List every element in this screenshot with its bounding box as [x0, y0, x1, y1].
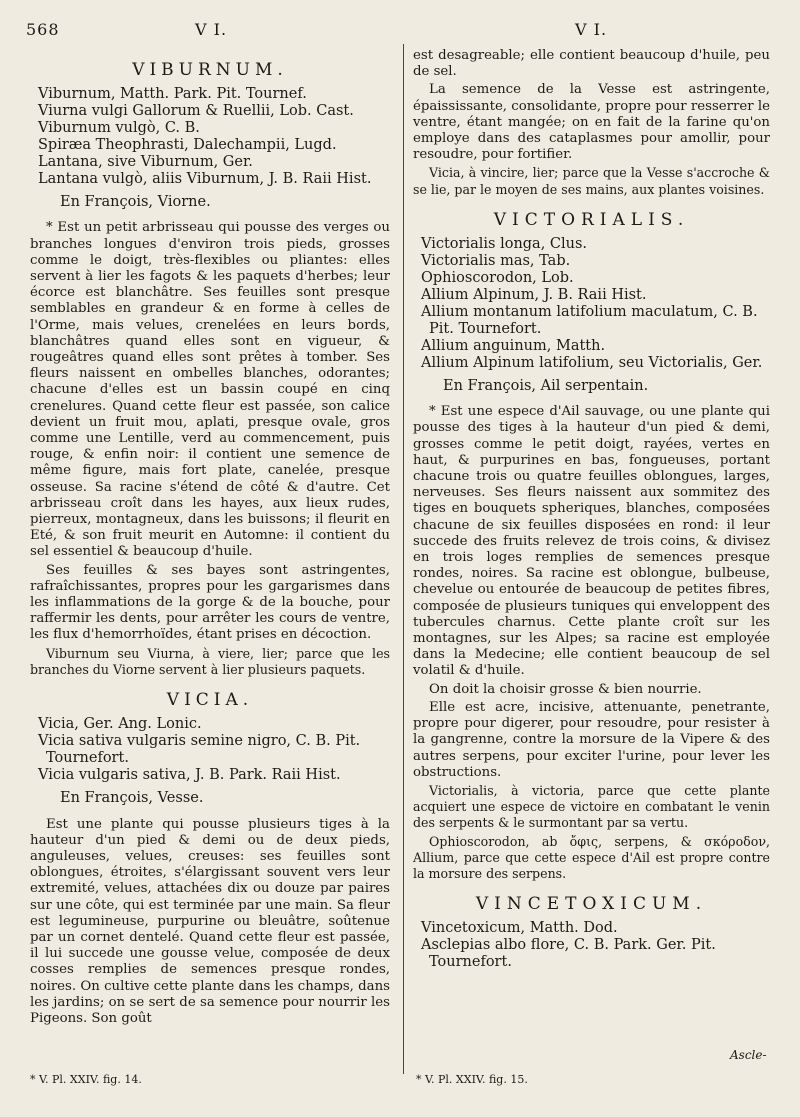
etymology-paragraph: Vicia, à vincire, lier; parce que la Vesse s'accroche & se lie, par le moyen de ses mains, aux plantes voisines.	[413, 165, 770, 197]
synonym-line: Viburnum, Matth. Park. Pit. Tournef.	[38, 86, 307, 103]
synonym-line: Allium anguinum, Matth.	[421, 338, 606, 355]
synonym-line: Viurna vulgi Gallorum & Ruellii, Lob. Cast.	[38, 103, 354, 120]
french-name: En François, Viorne.	[60, 194, 211, 211]
etymology-paragraph: Ophioscorodon, ab ὄφις, serpens, & σκόροδον, Allium, parce que cette espece d'Ail est propre contre la morsure des serpens.	[413, 833, 770, 881]
running-head-right: V I.	[575, 20, 608, 39]
footnote-left: * V. Pl. XXIV. fig. 14.	[30, 1073, 142, 1086]
synonym-line: Allium Alpinum, J. B. Raii Hist.	[421, 287, 647, 304]
synonym-line: Lantana, sive Viburnum, Ger.	[38, 154, 253, 171]
properties-paragraph: Elle est acre, incisive, attenuante, penetrante, propre pour digerer, pour resoudre, pour resister à la gangrenne, contre la morsure de la Vipere & des autres serpens, pour exciter l'urine, pour lever les obstructions.	[413, 699, 770, 780]
synonym-line: Victorialis mas, Tab.	[421, 253, 571, 270]
synonym-line: Vicia sativa vulgaris semine nigro, C. B. Pit. Tournefort.	[38, 733, 361, 767]
description-paragraph: * Est une espece d'Ail sauvage, ou une plante qui pousse des tiges à la hauteur d'un pied & demi, grosses comme le petit doigt, rayées, vertes en haut, & purpurines en bas, fongueuses, portant chacune trois ou quatre feuilles oblongues, larges, nerveuses. Ses fleurs naissent aux sommitez des tiges en bouquets spheriques, blanches, composées chacune de six feuilles disposées en rond: il leur succede des fruits relevez de trois coins, & divisez en trois loges remplies de semences presque rondes, noires. Sa racine est oblongue, bulbeuse, chevelue ou entourée de beaucoup de petites fibres, composée de plusieurs tuniques qui enveloppent des tubercules charnus. Cette plante croît sur les montagnes, sur les Alpes; sa racine est employée dans la Medecine; elle contient beaucoup de sel volatil & d'huile.	[413, 404, 770, 679]
synonym-line: Victorialis longa, Clus.	[421, 236, 588, 253]
etymology-paragraph: Viburnum seu Viurna, à viere, lier; parce que les branches du Viorne servent à lier plusieurs paquets.	[30, 645, 390, 677]
entry-heading-vincetoxicum: VINCETOXICUM.	[475, 894, 708, 915]
right-column	[413, 48, 770, 971]
description-paragraph: * Est un petit arbrisseau qui pousse des verges ou branches longues d'environ trois pieds, grosses comme le doigt, très-flexibles ou pliantes: elles servent à lier les fagots & les paquets d'herbes; leur écorce est blanchâtre. Ses feuilles sont presque semblables en grandeur & en forme à celles de l'Orme, mais velues, crenelées en leurs bords, blanchâtres quand elles sont en vigueur, & rougeâtres quand elles sont prêtes à tomber. Ses fleurs naissent en ombelles blanches, odorantes; chacune d'elles est un bassin coupé en cinq crenelures. Quand cette fleur est passée, son calice devient un fruit mou, aplati, presque ovale, gros comme une Lentille, verd au commencement, puis rouge, & enfin noir: il contient une semence de même figure, mais fort plate, canelée, presque osseuse. Sa racine s'étend de côté & d'autre. Cet arbrisseau croît dans les hayes, aux lieux rudes, pierreux, montagneux, dans les buissons; il fleurit en Eté, & son fruit meurit en Automne: il contient du sel essentiel & beaucoup d'huile.	[30, 220, 390, 560]
synonym-line: Viburnum vulgò, C. B.	[38, 120, 200, 137]
page-number: 568	[26, 20, 60, 39]
synonym-line: Allium montanum latifolium maculatum, C. B. Pit. Tournefort.	[421, 304, 758, 338]
entry-heading-victorialis: VICTORIALIS.	[493, 209, 690, 230]
french-name: En François, Vesse.	[60, 790, 204, 807]
entry-heading-viburnum: VIBURNUM.	[132, 60, 288, 80]
continued-paragraph: est desagreable; elle contient beaucoup d'huile, peu de sel.	[413, 48, 770, 80]
synonym-line: Vicia, Ger. Ang. Lonic.	[38, 716, 202, 733]
uses-paragraph: Ses feuilles & ses bayes sont astringentes, rafraîchissantes, propres pour les gargarismes dans les inflammations de la gorge & de la bouche, pour raffermir les dents, pour arrêter les cours de ventre, les flux d'hemorrhoïdes, étant prises en décoction.	[30, 562, 390, 643]
catchword: Ascle-	[730, 1048, 767, 1062]
synonym-line: Vincetoxicum, Matth. Dod.	[421, 920, 618, 937]
running-head-left: V I.	[195, 20, 228, 39]
etymology-paragraph: Victorialis, à victoria, parce que cette plante acquiert une espece de victoire en combatant le venin des serpents & le surmontant par sa vertu.	[413, 782, 770, 831]
uses-paragraph: La semence de la Vesse est astringente, épaississante, consolidante, propre pour resserrer le ventre, étant mangée; on en fait de la farine qu'on employe dans des cataplasmes pour amollir, pour resoudre, pour fortifier.	[413, 82, 770, 163]
french-name: En François, Ail serpentain.	[443, 378, 649, 395]
footnote-right: * V. Pl. XXIV. fig. 15.	[416, 1073, 528, 1086]
column-rule	[403, 44, 404, 1074]
entry-heading-vicia: VICIA.	[166, 690, 254, 711]
left-column	[30, 62, 390, 1029]
synonym-line: Spiræa Theophrasti, Dalechampii, Lugd.	[38, 137, 337, 154]
synonym-line: Ophioscorodon, Lob.	[421, 270, 574, 287]
synonym-line: Lantana vulgò, aliis Viburnum, J. B. Raii Hist.	[38, 171, 372, 188]
synonym-line: Vicia vulgaris sativa, J. B. Park. Raii Hist.	[38, 767, 341, 784]
description-paragraph: Est une plante qui pousse plusieurs tiges à la hauteur d'un pied & demi ou de deux pieds, anguleuses, velues, creuses: ses feuilles sont oblongues, étroites, s'élargissant souvent vers leur extremité, velues, attachées dix ou douze par paires sur une côte, qui est terminée par une main. Sa fleur est legumineuse, purpurine ou bleuâtre, soûtenue par un cornet dentelé. Quand cette fleur est passée, il lui succede une gousse velue, composée de deux cosses remplies de semences presque rondes, noires. On cultive cette plante dans les champs, dans les jardins; on se sert de sa semence pour nourrir les Pigeons. Son goût	[30, 816, 390, 1026]
choice-paragraph: On doit la choisir grosse & bien nourrie.	[429, 681, 702, 697]
synonym-line: Allium Alpinum latifolium, seu Victorialis, Ger.	[421, 355, 763, 372]
synonym-line: Asclepias albo flore, C. B. Park. Ger. Pit. Tournefort.	[421, 937, 716, 971]
